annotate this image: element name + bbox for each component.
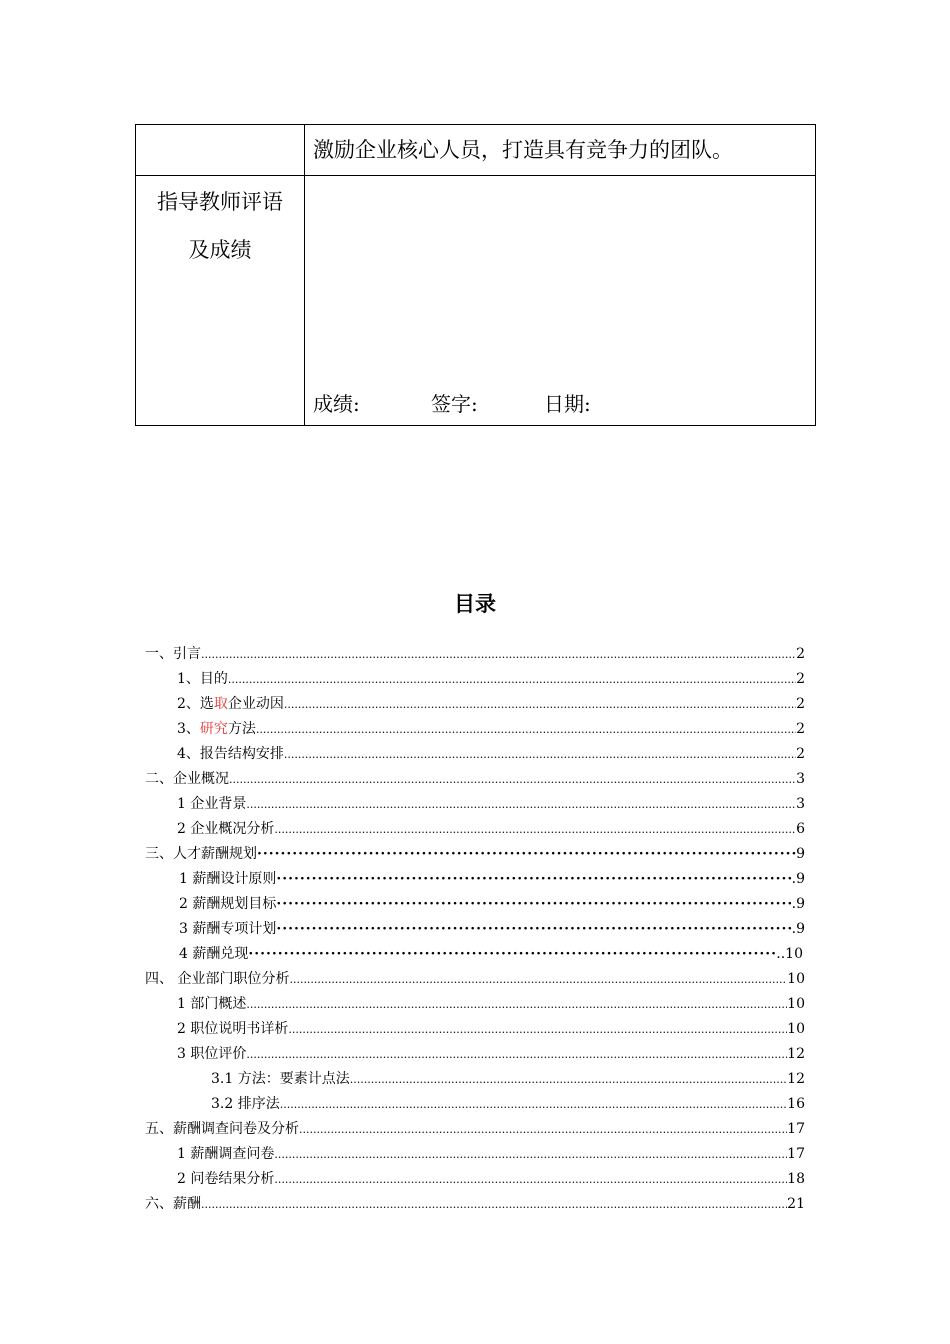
toc-page-number: 10 bbox=[787, 1021, 805, 1037]
toc-leader bbox=[280, 1092, 787, 1117]
toc-title: 目录 bbox=[454, 592, 496, 616]
toc-entry[interactable] bbox=[0, 1017, 950, 1042]
toc-page-number: 3 bbox=[796, 796, 805, 812]
toc-page-number: 2 bbox=[796, 721, 805, 737]
toc-leader bbox=[299, 1117, 787, 1142]
toc-page-number: ..10 bbox=[776, 946, 803, 962]
empty-label-cell bbox=[136, 125, 305, 176]
toc-entry[interactable] bbox=[0, 667, 950, 692]
toc-page-number: 2 bbox=[796, 646, 805, 662]
toc-entry-title: 1、目的 bbox=[177, 671, 228, 687]
toc-leader bbox=[276, 867, 791, 892]
toc-entry[interactable] bbox=[0, 692, 950, 717]
toc-page-number: .9 bbox=[791, 871, 805, 887]
toc-leader bbox=[276, 892, 791, 917]
signature-line bbox=[313, 388, 591, 417]
toc-entry-title: 3 薪酬专项计划 bbox=[179, 921, 277, 937]
toc-entry[interactable] bbox=[0, 767, 950, 792]
toc-entry[interactable] bbox=[0, 842, 950, 867]
date-label: 日期: bbox=[544, 392, 591, 416]
toc-leader bbox=[248, 942, 776, 967]
toc-entry[interactable] bbox=[0, 867, 950, 892]
toc-entry[interactable] bbox=[0, 942, 950, 967]
grade-label-heading: 及成绩 bbox=[188, 238, 252, 262]
toc-leader bbox=[228, 667, 796, 692]
motto-cell bbox=[305, 125, 816, 176]
toc-entry-title: 六、薪酬 bbox=[145, 1196, 201, 1212]
toc-entry[interactable] bbox=[0, 1167, 950, 1192]
toc-page-number: 17 bbox=[787, 1146, 805, 1162]
toc-page-number: .9 bbox=[791, 896, 805, 912]
toc-page-number: 3 bbox=[796, 771, 805, 787]
toc-leader bbox=[246, 792, 796, 817]
toc-leader bbox=[274, 817, 796, 842]
toc-entry[interactable] bbox=[0, 817, 950, 842]
toc-entry-title: 五、薪酬调查问卷及分析 bbox=[145, 1121, 299, 1137]
toc-entry-title: 一、引言 bbox=[145, 646, 201, 662]
toc-leader bbox=[274, 1142, 787, 1167]
toc-entry[interactable] bbox=[0, 1142, 950, 1167]
toc-leader bbox=[289, 967, 787, 992]
toc-entry-title: 4 薪酬兑现 bbox=[179, 946, 249, 962]
toc-leader bbox=[256, 717, 796, 742]
toc-entry-title: 1 企业背景 bbox=[177, 796, 247, 812]
toc-leader bbox=[274, 1167, 787, 1192]
toc-entry[interactable] bbox=[0, 1067, 950, 1092]
toc-leader bbox=[276, 917, 791, 942]
teacher-comment-label-cell bbox=[136, 176, 305, 426]
toc-leader bbox=[246, 992, 787, 1017]
toc-entry[interactable] bbox=[0, 992, 950, 1017]
toc-page-number: 10 bbox=[787, 996, 805, 1012]
toc-leader bbox=[201, 642, 796, 667]
motto-text: 激励企业核心人员，打造具有竞争力的团队。 bbox=[313, 138, 733, 162]
toc-entry-title: 3 职位评价 bbox=[177, 1046, 247, 1062]
toc-page-number: .9 bbox=[791, 921, 805, 937]
toc-page-number: 2 bbox=[796, 746, 805, 762]
toc-leader bbox=[350, 1067, 787, 1092]
toc-page-number: 21 bbox=[787, 1196, 805, 1212]
evaluation-table bbox=[135, 124, 816, 426]
toc-entry-title: 2 问卷结果分析 bbox=[177, 1171, 275, 1187]
toc-leader bbox=[201, 1192, 787, 1217]
toc-page-number: 18 bbox=[787, 1171, 805, 1187]
toc-entry[interactable] bbox=[0, 742, 950, 767]
signature-label: 签字: bbox=[431, 392, 478, 416]
toc-entry-title: 2 薪酬规划目标 bbox=[179, 896, 277, 912]
toc-entry-title: 1 薪酬设计原则 bbox=[179, 871, 277, 887]
toc-entry-title: 2、选取企业动因 bbox=[177, 696, 284, 712]
toc-entry-title: 3.1 方法：要素计点法 bbox=[211, 1071, 350, 1087]
grade-label: 成绩: bbox=[313, 392, 360, 416]
teacher-comment-cell bbox=[305, 176, 816, 426]
toc-entry-title: 1 部门概述 bbox=[177, 996, 247, 1012]
toc-page-number: 2 bbox=[796, 696, 805, 712]
toc-page-number: 9 bbox=[796, 846, 805, 862]
toc-entry[interactable] bbox=[0, 1042, 950, 1067]
toc-entry-title: 2 企业概况分析 bbox=[177, 821, 275, 837]
toc-entry[interactable] bbox=[0, 792, 950, 817]
table-of-contents bbox=[0, 642, 950, 1217]
toc-entry-title: 1 薪酬调查问卷 bbox=[177, 1146, 275, 1162]
toc-entry-title: 四、 企业部门职位分析 bbox=[145, 971, 290, 987]
toc-page-number: 10 bbox=[787, 971, 805, 987]
toc-leader bbox=[257, 842, 796, 867]
toc-leader bbox=[288, 1017, 787, 1042]
toc-entry[interactable] bbox=[0, 1192, 950, 1217]
toc-page-number: 6 bbox=[796, 821, 805, 837]
toc-entry[interactable] bbox=[0, 717, 950, 742]
toc-page-number: 16 bbox=[787, 1096, 805, 1112]
toc-page-number: 12 bbox=[787, 1046, 805, 1062]
toc-entry-title: 3.2 排序法 bbox=[211, 1096, 280, 1112]
toc-page-number: 2 bbox=[796, 671, 805, 687]
toc-leader bbox=[246, 1042, 787, 1067]
toc-entry-title: 三、人才薪酬规划 bbox=[145, 846, 257, 862]
toc-page-number: 17 bbox=[787, 1121, 805, 1137]
toc-page-number: 12 bbox=[787, 1071, 805, 1087]
toc-entry-title: 3、研究方法 bbox=[177, 721, 256, 737]
toc-entry[interactable] bbox=[0, 1117, 950, 1142]
toc-entry[interactable] bbox=[0, 642, 950, 667]
toc-entry-title: 2 职位说明书详析 bbox=[177, 1021, 289, 1037]
toc-entry[interactable] bbox=[0, 892, 950, 917]
toc-leader bbox=[229, 767, 796, 792]
toc-entry-title: 4、报告结构安排 bbox=[177, 746, 284, 762]
toc-entry[interactable] bbox=[0, 1092, 950, 1117]
toc-entry-title: 二、企业概况 bbox=[145, 771, 229, 787]
toc-entry[interactable] bbox=[0, 917, 950, 942]
teacher-comment-label: 指导教师评语 bbox=[157, 190, 283, 214]
toc-leader bbox=[284, 742, 796, 767]
toc-entry[interactable] bbox=[0, 967, 950, 992]
toc-leader bbox=[284, 692, 796, 717]
